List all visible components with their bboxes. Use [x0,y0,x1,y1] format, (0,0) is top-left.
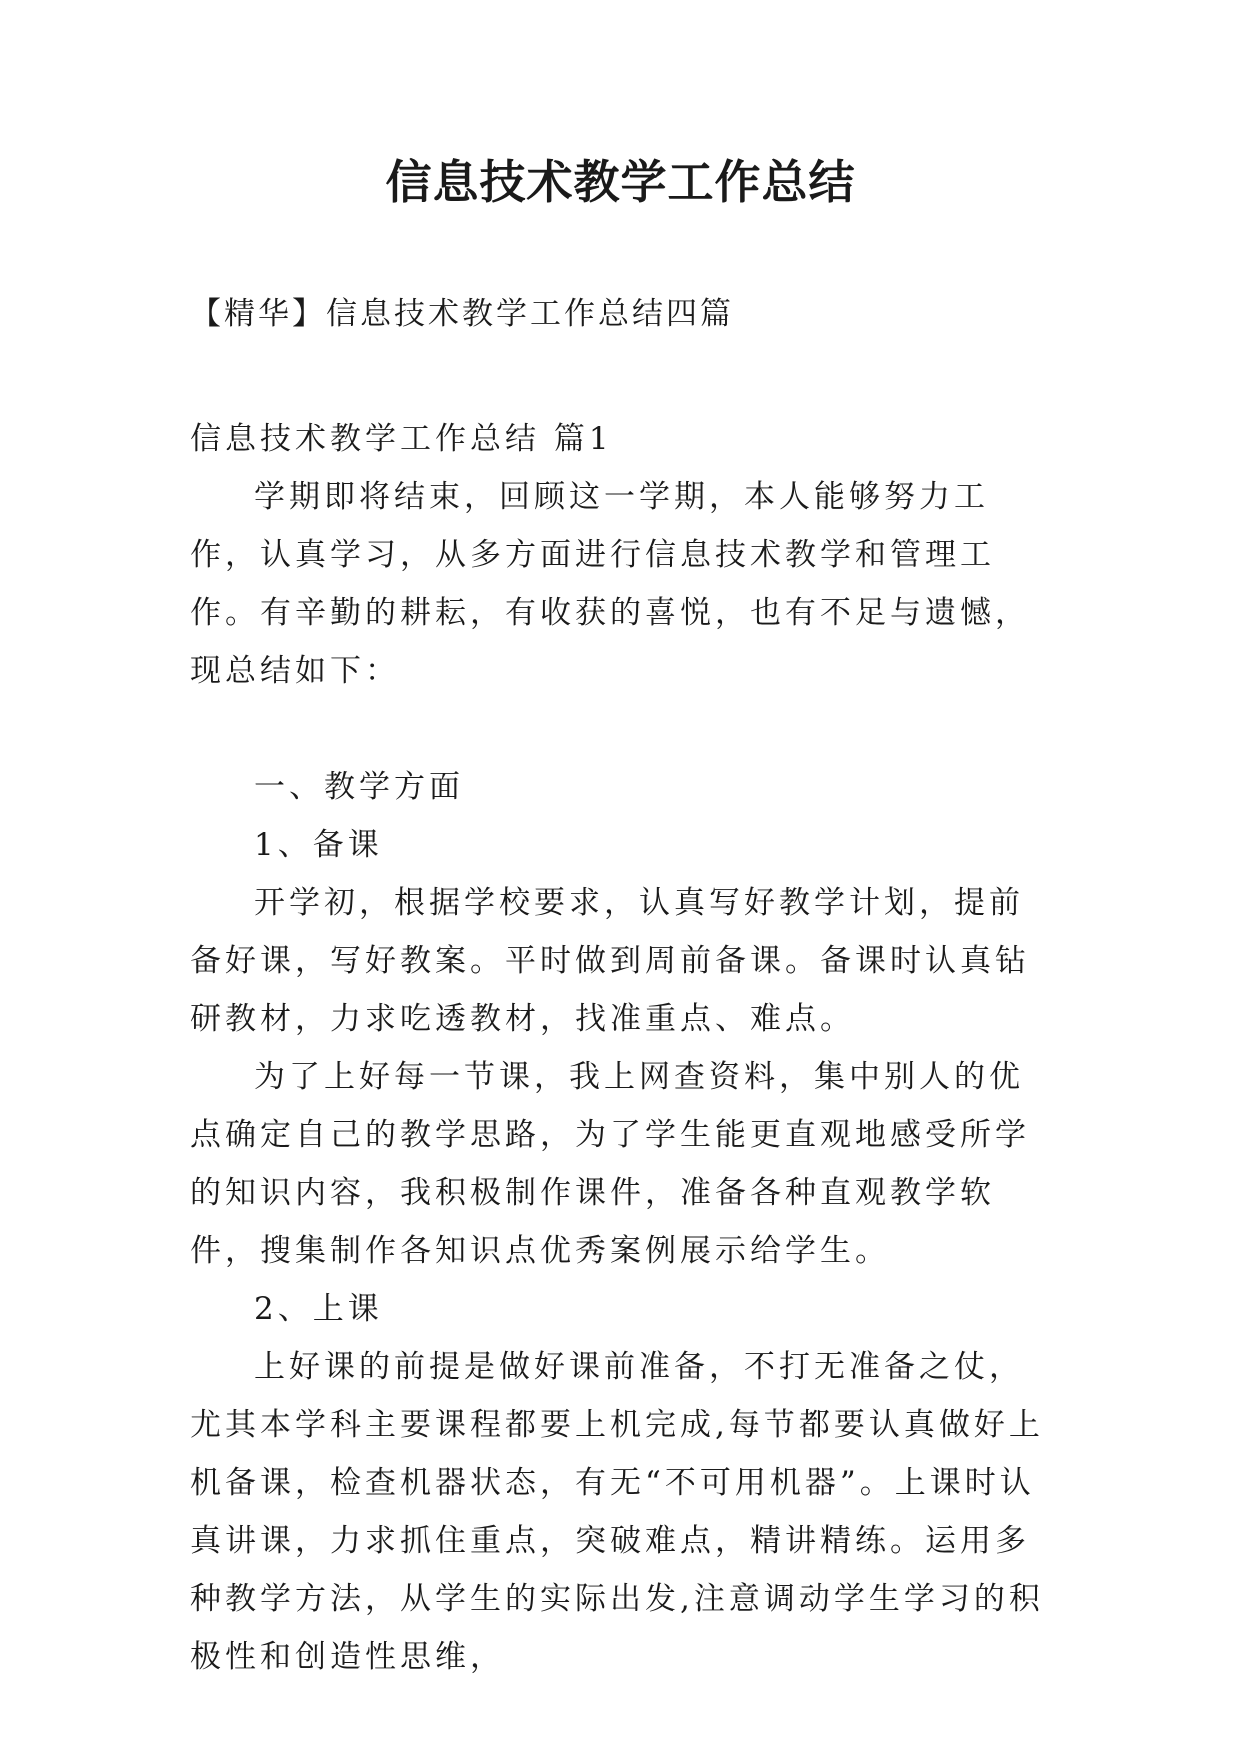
paragraph-class-1: 上好课的前提是做好课前准备，不打无准备之仗，尤其本学科主要课程都要上机完成,每节都要认真做好上机备课，检查机器状态，有无“不可用机器”。上课时认真讲课，力求抓住重点，突破难点，精讲精练。运用多种教学方法，从学生的实际出发,注意调动学生学习的积极性和创造性思维， [190,1349,1044,1675]
subsection-heading-lesson-prep: 1、备课 [254,827,383,863]
article-body [190,410,1052,1686]
section-heading-teaching: 一、教学方面 [254,769,464,805]
paragraph-lesson-prep-2: 为了上好每一节课，我上网查资料，集中别人的优点确定自己的教学思路，为了学生能更直观地感受所学的知识内容，我积极制作课件，准备各种直观教学软件，搜集制作各知识点优秀案例展示给学生。 [190,1059,1030,1269]
article-heading: 信息技术教学工作总结 篇1 [190,421,613,457]
paragraph-lesson-prep-1: 开学初，根据学校要求，认真写好教学计划，提前备好课，写好教案。平时做到周前备课。备课时认真钻研教材，力求吃透教材，找准重点、难点。 [190,885,1030,1037]
subsection-heading-class: 2、上课 [254,1291,383,1327]
paragraph-spacer [190,700,1052,758]
document-subtitle: 【精华】信息技术教学工作总结四篇 [190,296,734,332]
paragraph-intro: 学期即将结束，回顾这一学期，本人能够努力工作，认真学习，从多方面进行信息技术教学和管理工作。有辛勤的耕耘，有收获的喜悦，也有不足与遗憾，现总结如下： [190,479,1030,689]
document-title: 信息技术教学工作总结 [385,155,856,209]
